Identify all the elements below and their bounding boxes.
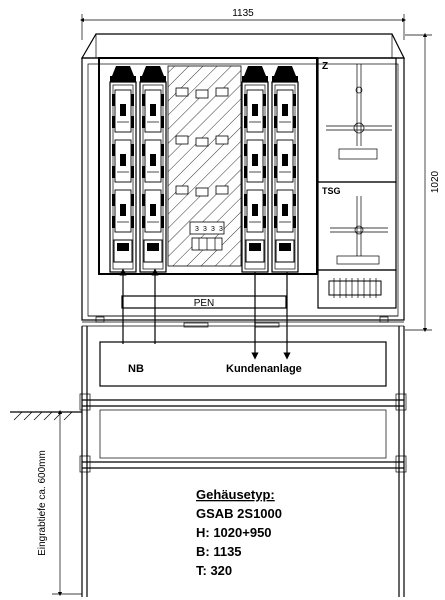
meter-panel-z [318,58,396,182]
fuse-unit [274,90,296,132]
housing-height: H: 1020+950 [196,525,272,540]
fuse-unit [142,90,164,132]
fuse-unit [142,140,164,182]
pen-label: PEN [193,298,215,309]
height-label: 1020 [430,170,441,194]
height-dimension [405,35,441,330]
housing-type-title: Gehäusetyp: [196,487,275,502]
width-dimension [82,8,404,40]
fuse-switch-column [242,66,268,272]
fuse-unit [274,140,296,182]
housing-depth: T: 320 [196,563,233,578]
terminal-number: 3 [219,226,223,233]
fuse-unit [244,190,266,232]
fuse-unit [142,190,164,232]
fuse-switch-column [272,66,298,272]
panel-z-label: Z [322,61,329,72]
ground-level [10,412,82,594]
kundenanlage-label: Kundenanlage [226,363,302,375]
terminal-number: 3 [211,226,215,233]
terminal-number: 3 [203,226,207,233]
terminal-strip-panel [318,270,396,308]
fuse-switch-column [140,66,166,272]
panel-tsg-label: TSG [322,186,341,196]
terminal-number: 3 [195,226,199,233]
burial-depth-label: Eingrabtiefe ca. 600mm [37,450,48,556]
pen-bar [122,296,286,309]
housing-bottom-rail [82,316,404,327]
housing-specs [196,487,282,578]
fuse-unit [244,90,266,132]
housing-model: GSAB 2S1000 [196,506,282,521]
fuse-switch-column [110,66,136,272]
fuse-unit [274,190,296,232]
fuse-unit [112,90,134,132]
fuse-unit [244,140,266,182]
fuse-unit [112,140,134,182]
cable-arrows [123,272,302,375]
fuse-unit [112,190,134,232]
width-label: 1135 [232,8,254,19]
meter-panel-tsg [318,182,396,270]
nb-label: NB [128,363,144,375]
housing-width: B: 1135 [196,544,242,559]
